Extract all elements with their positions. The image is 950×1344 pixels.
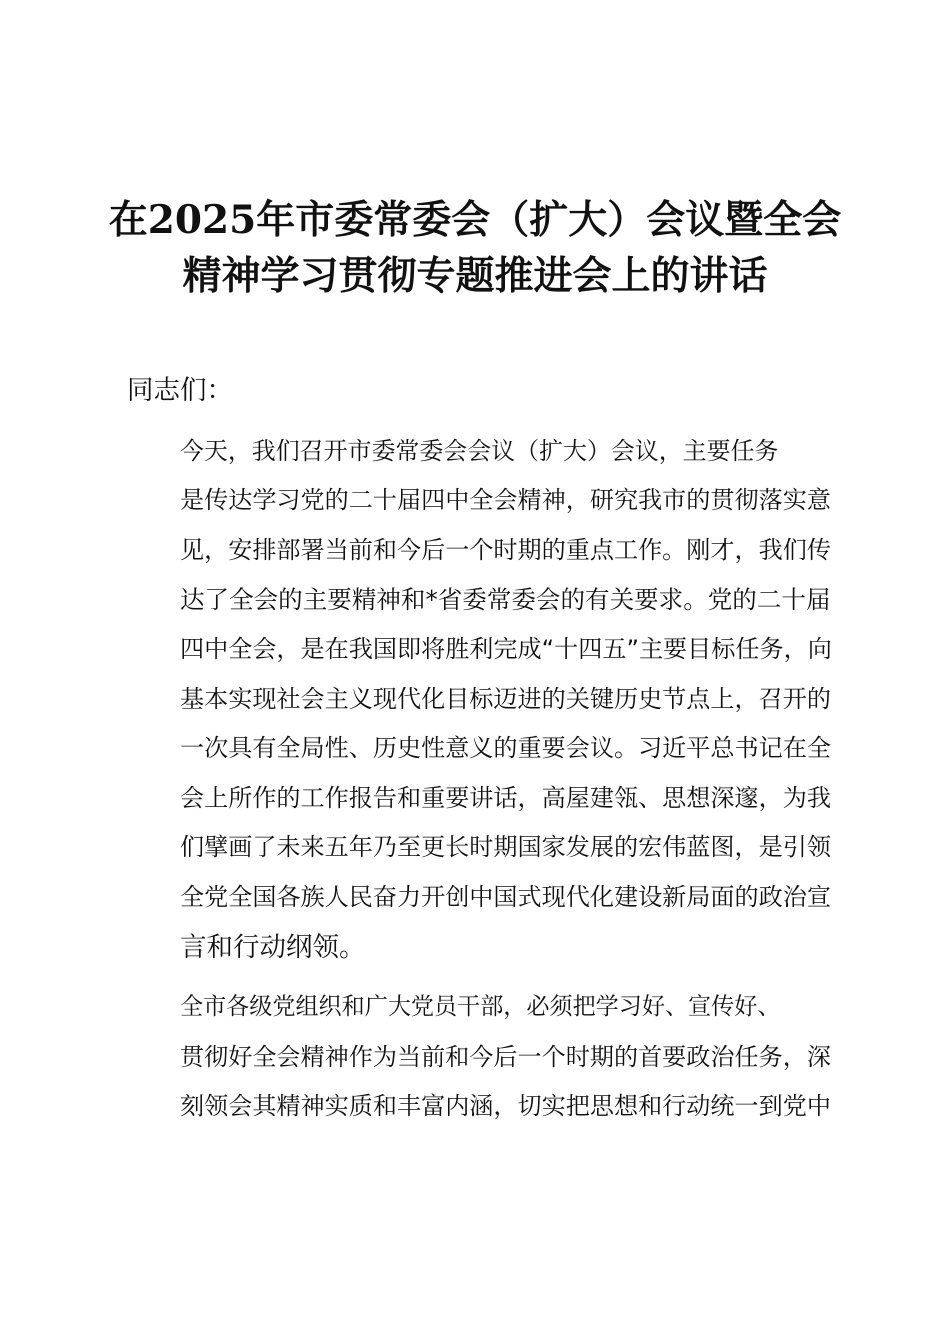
paragraph-1-line: 基本实现社会主义现代化目标迈进的关键历史节点上，召开的: [180, 684, 831, 713]
paragraph-1-line: 四中全会，是在我国即将胜利完成“十四五”主要目标任务，向: [180, 634, 832, 663]
paragraph-1-line: 们擘画了未来五年乃至更长时期国家发展的宏伟蓝图，是引领: [180, 833, 831, 862]
paragraph-2-line: 全市各级党组织和广大党员干部，必须把学习好、宣传好、: [180, 994, 781, 1021]
paragraph-2: [127, 983, 831, 1132]
document-body: [127, 366, 832, 1143]
salutation: 同志们：: [127, 375, 233, 406]
document-title: [100, 192, 850, 304]
paragraph-1-line: 达了全会的主要精神和*省委常委会的有关要求。党的二十届: [180, 585, 831, 615]
paragraph-1-line: 全党全国各族人民奋力开创中国式现代化建设新局面的政治宣: [180, 882, 831, 911]
paragraph-1: [127, 427, 832, 973]
title-line-2: 精神学习贯彻专题推进会上的讲话: [182, 253, 768, 299]
paragraph-1-line: 一次具有全局性、历史性意义的重要会议。习近平总书记在全: [180, 734, 831, 763]
paragraph-2-line: 贯彻好全会精神作为当前和今后一个时期的首要政治任务，深: [180, 1042, 831, 1071]
paragraph-2-line: 刻领会其精神实质和丰富内涵，切实把思想和行动统一到党中: [180, 1092, 831, 1121]
paragraph-1-line: 今天，我们召开市委常委会会议（扩大）会议，主要任务: [180, 436, 779, 465]
paragraph-1-line: 言和行动纲领。: [180, 931, 366, 963]
paragraph-1-line: 是传达学习党的二十届四中全会精神，研究我市的贯彻落实意: [180, 486, 831, 515]
title-line-1: 在2025年市委常委会（扩大）会议暨全会: [108, 197, 842, 243]
paragraph-1-line: 见，安排部署当前和今后一个时期的重点工作。刚才，我们传: [180, 535, 831, 564]
paragraph-1-line: 会上所作的工作报告和重要讲话，高屋建瓴、思想深邃，为我: [180, 783, 831, 812]
